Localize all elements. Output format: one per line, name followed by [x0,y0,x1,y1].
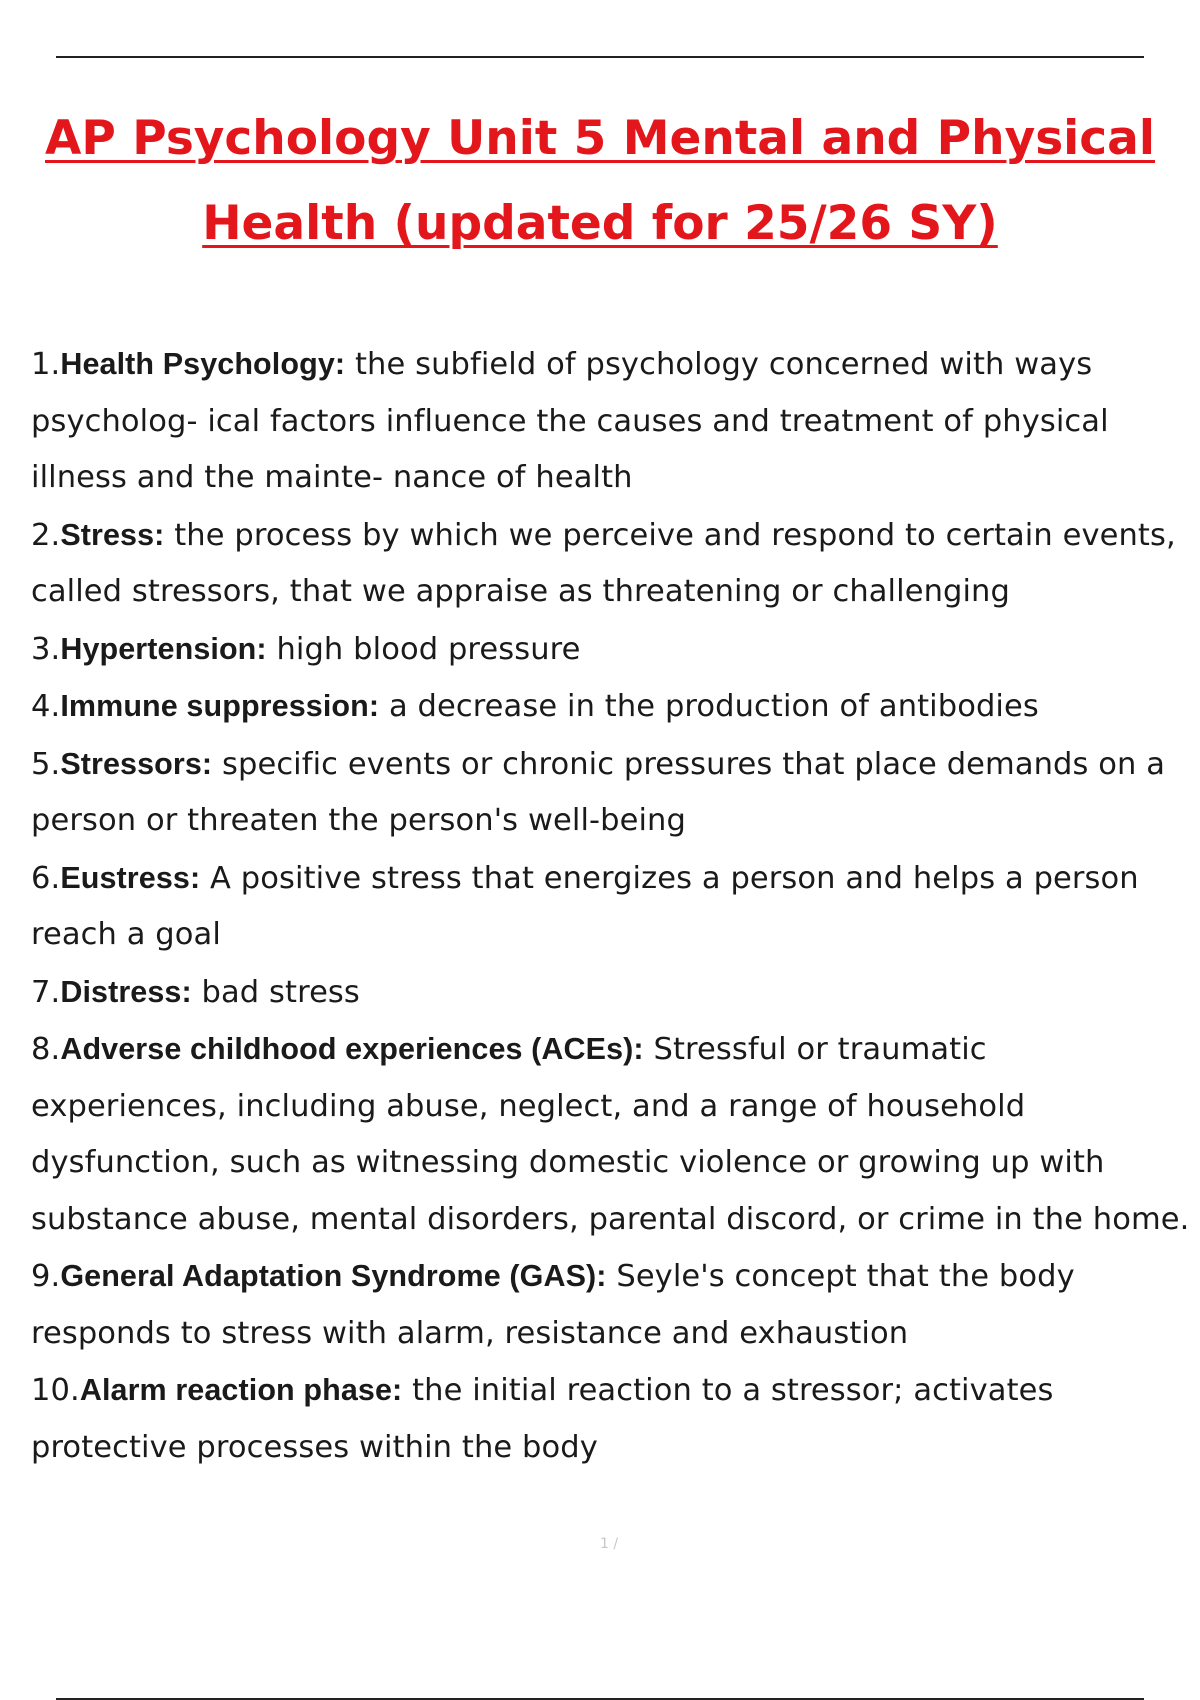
list-item [31,678,1191,736]
term-name: Stressors: [60,746,213,781]
term-definition: the process by which we perceive and respond to certain events, called stressors, that we appraise as threatening or challenging [31,517,1176,609]
term-number: 8. [31,1032,61,1067]
term-definition: specific events or chronic pressures that place demands on a person or threaten the person's well-being [31,746,1166,838]
term-definition: high blood pressure [276,631,581,667]
term-name: Distress: [60,974,192,1009]
term-name: Stress: [60,517,165,552]
page-number: 1 / [600,1536,619,1552]
term-name: Eustress: [60,860,201,895]
top-rule [56,56,1144,58]
term-number: 1. [31,347,61,382]
term-name: Immune suppression: [60,689,380,723]
list-item [31,1021,1191,1248]
term-number: 7. [31,974,61,1010]
term-name: Adverse childhood experiences (ACEs): [60,1032,644,1066]
term-definition: Seyle's concept that the body responds to stress with alarm, resistance and exhaustion [31,1259,1075,1351]
term-number: 5. [31,746,61,782]
list-item [31,507,1191,621]
list-item [31,1362,1191,1476]
term-number: 2. [31,517,61,553]
list-item [31,964,1191,1022]
term-number: 4. [31,689,61,724]
term-definition: a decrease in the production of antibodies [388,689,1039,724]
term-name: Alarm reaction phase: [79,1373,403,1407]
list-item [31,336,1191,507]
term-number: 3. [31,631,61,667]
term-list [31,336,1191,1476]
term-definition: Stressful or traumatic experiences, including abuse, neglect, and a range of household dysfunction, such as witnessing domestic violence or growing up with substance abuse, mental disorders, parental discord, or crime in the home. [31,1032,1190,1237]
term-number: 9. [31,1259,61,1294]
term-name: Health Psychology: [60,347,346,381]
list-item [31,621,1191,679]
page-title: AP Psychology Unit 5 Mental and Physical Health (updated for 25/26 SY) [45,111,1155,251]
term-definition: the initial reaction to a stressor; activates protective processes within the body [31,1373,1054,1465]
term-definition: bad stress [201,974,360,1010]
term-definition: the subfield of psychology concerned with ways psycholog- ical factors influence the causes and treatment of physical illness and the mainte- nance of health [31,347,1109,495]
term-number: 6. [31,860,61,896]
term-name: Hypertension: [60,631,267,666]
term-definition: A positive stress that energizes a person and helps a person reach a goal [31,860,1139,952]
list-item [31,850,1191,964]
list-item [31,1248,1191,1362]
term-name: General Adaptation Syndrome (GAS): [60,1259,607,1293]
term-number: 10. [31,1373,80,1408]
list-item [31,736,1191,850]
